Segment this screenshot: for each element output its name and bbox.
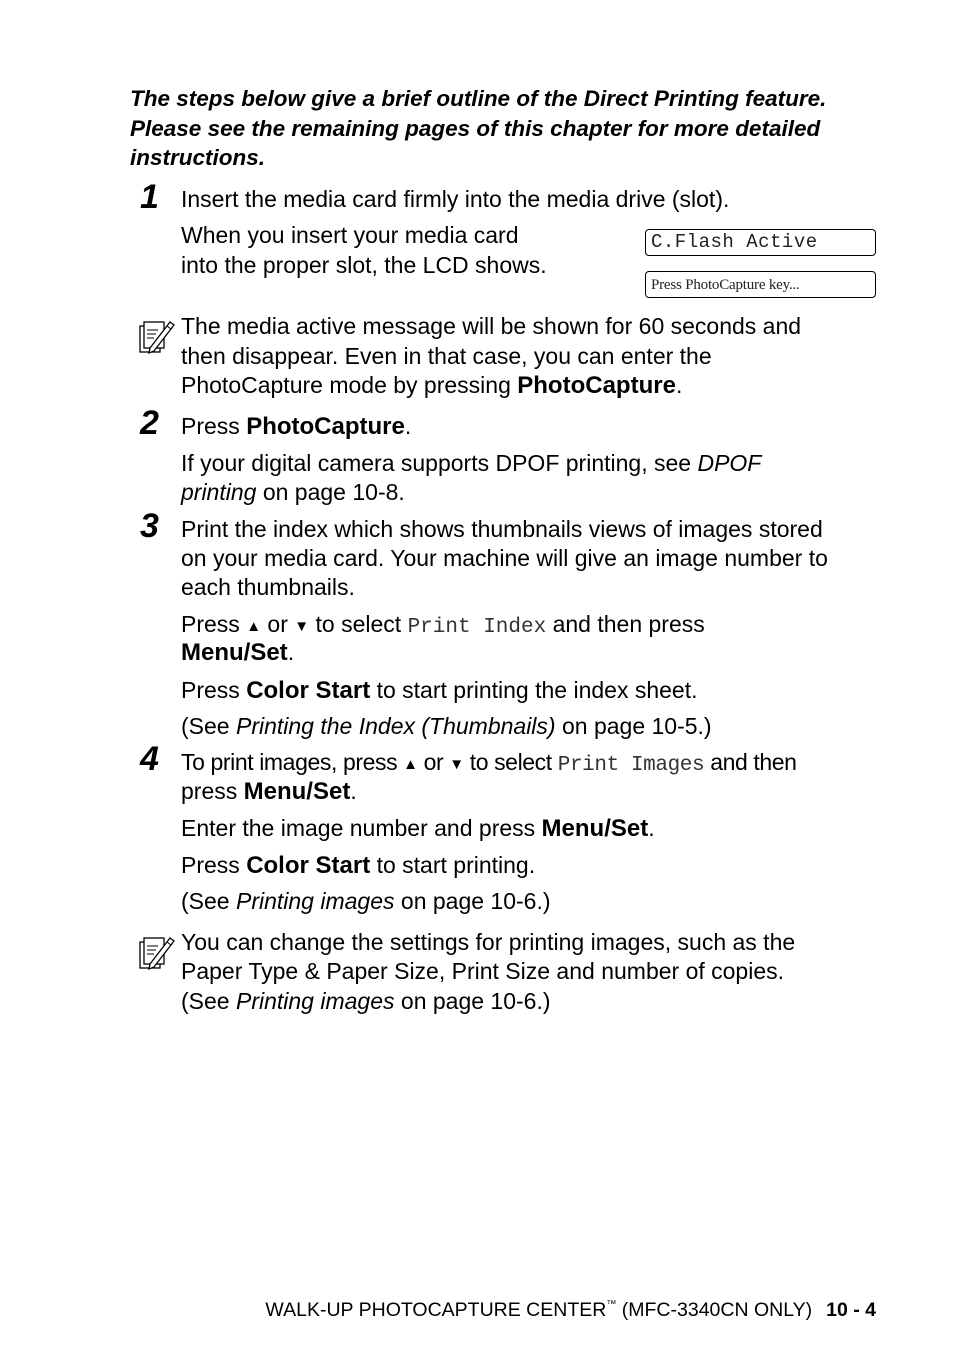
- trademark-symbol: ™: [606, 1299, 617, 1310]
- step-number-4: 4: [140, 740, 159, 778]
- step3-colorstart: Press Color Start to start printing the index sheet.: [181, 677, 698, 704]
- up-arrow-icon: ▲: [246, 618, 262, 635]
- note2-line2: Paper Type & Paper Size, Print Size and number of copies.: [181, 958, 785, 984]
- step1-instruction: Insert the media card firmly into the media drive (slot).: [181, 186, 730, 212]
- note1-line1: The media active message will be shown for 60 seconds and: [181, 313, 802, 339]
- step4-enter-number: Enter the image number and press Menu/Set.: [181, 815, 655, 842]
- step3-line2: on your media card. Your machine will give an image number to: [181, 545, 828, 571]
- page-footer: [265, 1299, 876, 1322]
- note-pencil-icon: [136, 934, 174, 972]
- up-arrow-icon: ▲: [403, 756, 418, 773]
- note1-line2: then disappear. Even in that case, you can enter the: [181, 343, 712, 369]
- step3-reference: (See Printing the Index (Thumbnails) on page 10-5.): [181, 713, 712, 739]
- step-number-1: 1: [140, 178, 159, 216]
- intro-heading: The steps below give a brief outline of the Direct Printing feature. Please see the remaining pages of this chapter for more detailed instructions.: [130, 86, 827, 170]
- step2-dpof-line2: printing on page 10-8.: [181, 479, 405, 505]
- down-arrow-icon: ▼: [449, 756, 464, 773]
- step4-colorstart: Press Color Start to start printing.: [181, 852, 536, 879]
- note1-line3: PhotoCapture mode by pressing PhotoCapture.: [181, 372, 683, 399]
- step3-select-instruction: Press ▲ or ▼ to select Print Index and then press: [181, 611, 705, 639]
- step4-select-instruction: To print images, press ▲ or ▼ to select Print Images and then: [181, 749, 797, 777]
- step-number-2: 2: [140, 404, 159, 442]
- step4-menuset: press Menu/Set.: [181, 778, 357, 805]
- step4-reference: (See Printing images on page 10-6.): [181, 888, 551, 914]
- down-arrow-icon: ▼: [294, 618, 310, 635]
- footer-title: WALK-UP PHOTOCAPTURE CENTER: [265, 1299, 607, 1321]
- step-number-3: 3: [140, 507, 159, 545]
- note-pencil-icon: [136, 318, 174, 356]
- step1-lcd-description-line1: When you insert your media card: [181, 222, 519, 248]
- note2-line1: You can change the settings for printing images, such as the: [181, 929, 796, 955]
- page-number: 10 - 4: [826, 1299, 876, 1321]
- step2-instruction: Press PhotoCapture.: [181, 413, 412, 440]
- step2-dpof-line1: If your digital camera supports DPOF printing, see DPOF: [181, 450, 762, 476]
- lcd-display-line1: C.Flash Active: [645, 229, 876, 256]
- step1-lcd-description-line2: into the proper slot, the LCD shows.: [181, 252, 547, 278]
- step3-menuset: Menu/Set.: [181, 639, 295, 666]
- footer-model: (MFC-3340CN ONLY): [616, 1299, 813, 1321]
- lcd-display-line2: Press PhotoCapture key...: [645, 271, 876, 298]
- step3-line1: Print the index which shows thumbnails views of images stored: [181, 516, 823, 542]
- note2-reference: (See Printing images on page 10-6.): [181, 988, 551, 1014]
- step3-line3: each thumbnails.: [181, 574, 355, 600]
